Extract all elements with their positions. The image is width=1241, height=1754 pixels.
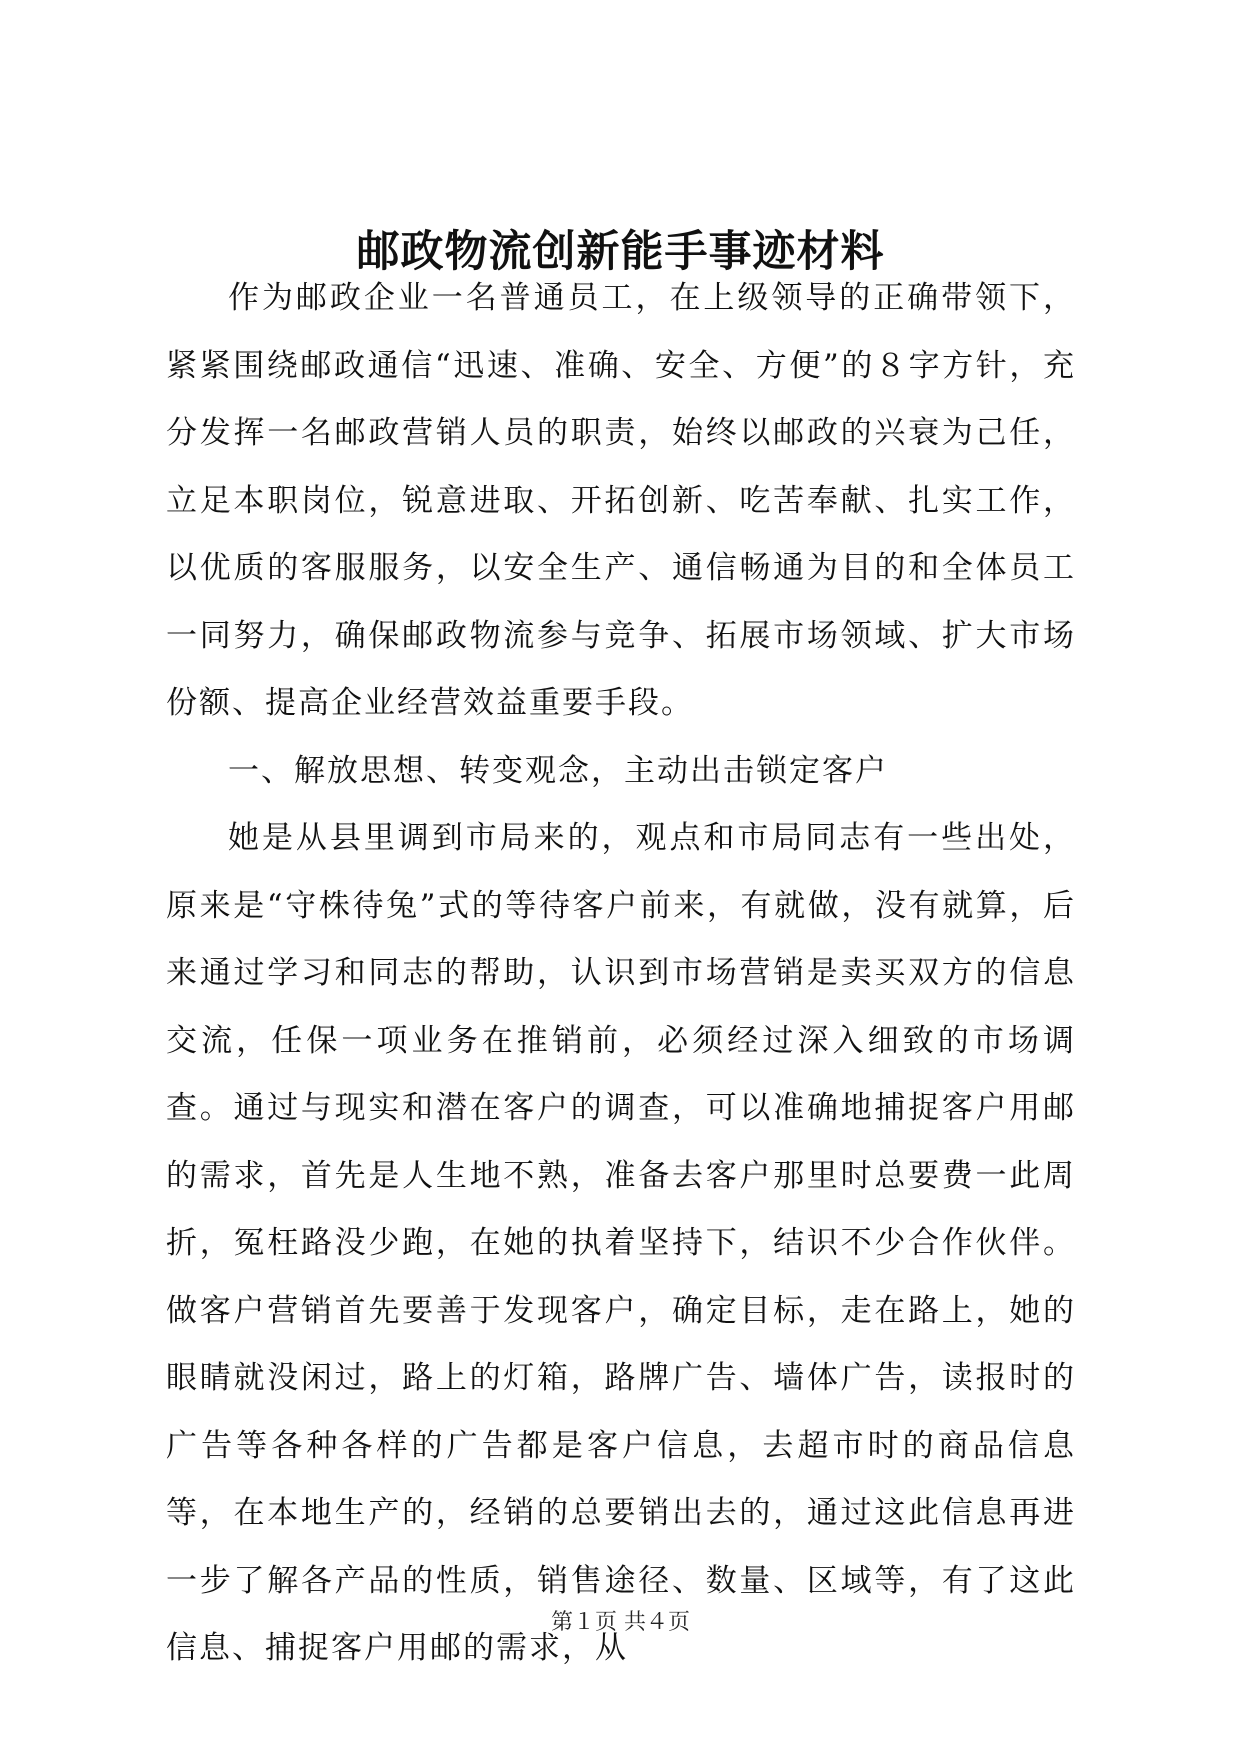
document-body [166,265,1076,1683]
section-1-paragraph: 她是从县里调到市局来的，观点和市局同志有一些出处，原来是“守株待兔”式的等待客户前来，有就做，没有就算，后来通过学习和同志的帮助，认识到市场营销是卖买双方的信息交流，任保一项业务在推销前，必须经过深入细致的市场调查。通过与现实和潜在客户的调查，可以准确地捕捉客户用邮的需求，首先是人生地不熟，准备去客户那里时总要费一此周折，冤枉路没少跑，在她的执着坚持下，结识不少合作伙伴。做客户营销首先要善于发现客户，确定目标，走在路上，她的眼睛就没闲过，路上的灯箱，路牌广告、墙体广告，读报时的广告等各种各样的广告都是客户信息，去超市时的商品信息等，在本地生产的，经销的总要销出去的，通过这此信息再进一步了解各产品的性质，销售途径、数量、区域等，有了这此信息、捕捉客户用邮的需求，从 [166,820,1076,1666]
page-number-footer: 第１页 共４页 [551,1610,690,1635]
section-heading-1: 一、解放思想、转变观念，主动出击锁定客户 [228,752,888,789]
document-title: 邮政物流创新能手事迹材料 [356,227,885,277]
intro-paragraph: 作为邮政企业一名普通员工，在上级领导的正确带领下，紧紧围绕邮政通信“迅速、准确、安全、方便”的８字方针，充分发挥一名邮政营销人员的职责，始终以邮政的兴衰为己任，立足本职岗位，锐意进取、开拓创新、吃苦奉献、扎实工作，以优质的客服服务，以安全生产、通信畅通为目的和全体员工一同努力，确保邮政物流参与竞争、拓展市场领域、扩大市场份额、提高企业经营效益重要手段。 [166,280,1076,721]
